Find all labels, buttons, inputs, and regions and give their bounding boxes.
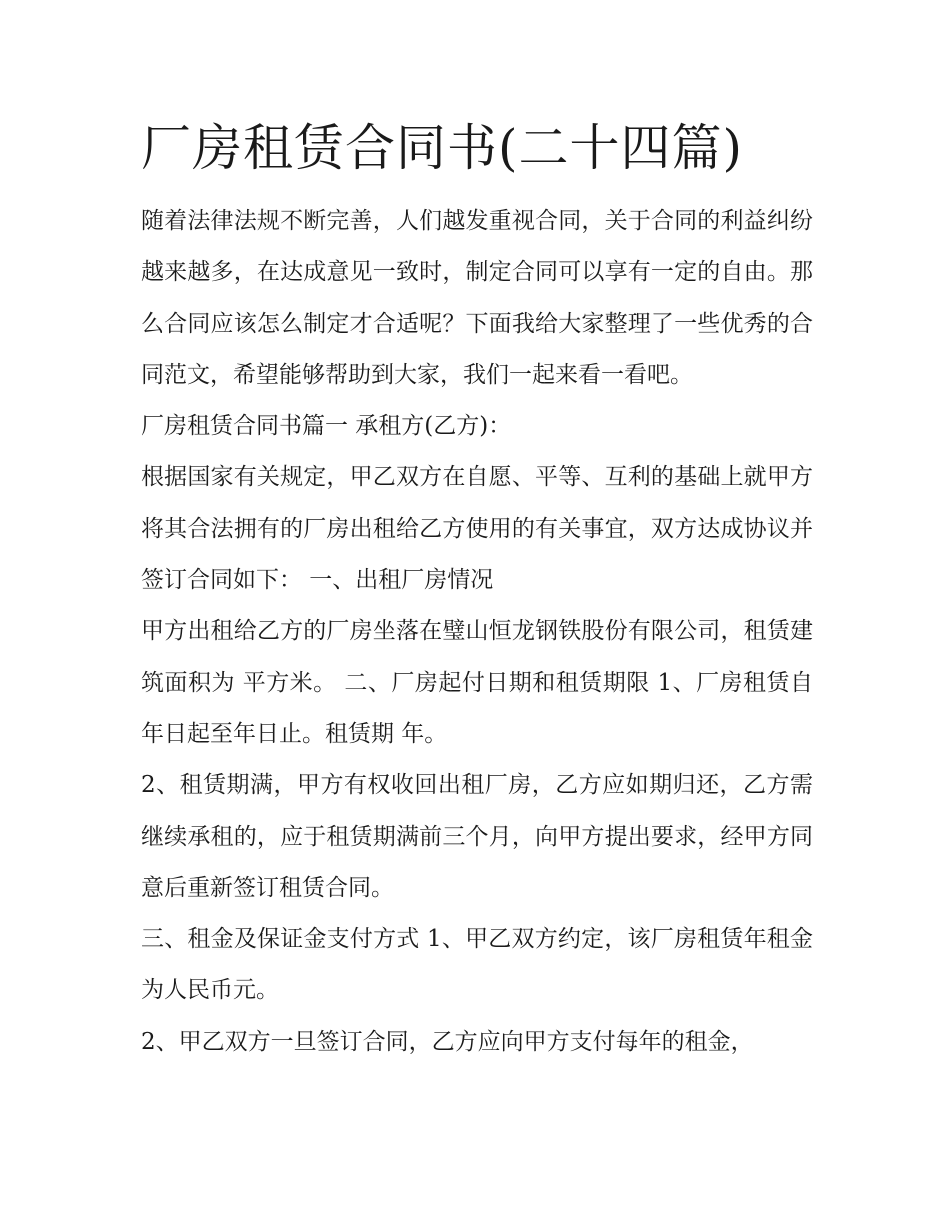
document-body xyxy=(141,112,813,1068)
agreement-paragraph: 根据国家有关规定，甲乙双方在自愿、平等、互利的基础上就甲方将其合法拥有的厂房出租给乙方使用的有关事宜，双方达成协议并签订合同如下： 一、出租厂房情况 xyxy=(141,464,813,594)
section-heading-part-one: 厂房租赁合同书篇一 承租方(乙方)： xyxy=(141,413,512,440)
payment-paragraph: 2、甲乙双方一旦签订合同，乙方应向甲方支付每年的租金， xyxy=(141,1028,754,1055)
lease-expiry-paragraph: 2、租赁期满，甲方有权收回出租厂房，乙方应如期归还，乙方需继续承租的，应于租赁期满前三个月，向甲方提出要求，经甲方同意后重新签订租赁合同。 xyxy=(141,772,813,901)
document-title: 厂房租赁合同书(二十四篇) xyxy=(141,119,744,177)
intro-paragraph: 随着法律法规不断完善，人们越发重视合同，关于合同的利益纠纷越来越多，在达成意见一致时，制定合同可以享有一定的自由。那么合同应该怎么制定才合适呢？下面我给大家整理了一些优秀的合同范文，希望能够帮助到大家，我们一起来看一看吧。 xyxy=(141,208,813,388)
premises-paragraph: 甲方出租给乙方的厂房坐落在璧山恒龙钢铁股份有限公司，租赁建筑面积为 平方米。 二、厂房起付日期和租赁期限 1、厂房租赁自年日起至年日止。租赁期 年。 xyxy=(141,618,813,747)
rent-paragraph: 三、租金及保证金支付方式 1、甲乙双方约定，该厂房租赁年租金为人民币元。 xyxy=(141,926,813,1004)
